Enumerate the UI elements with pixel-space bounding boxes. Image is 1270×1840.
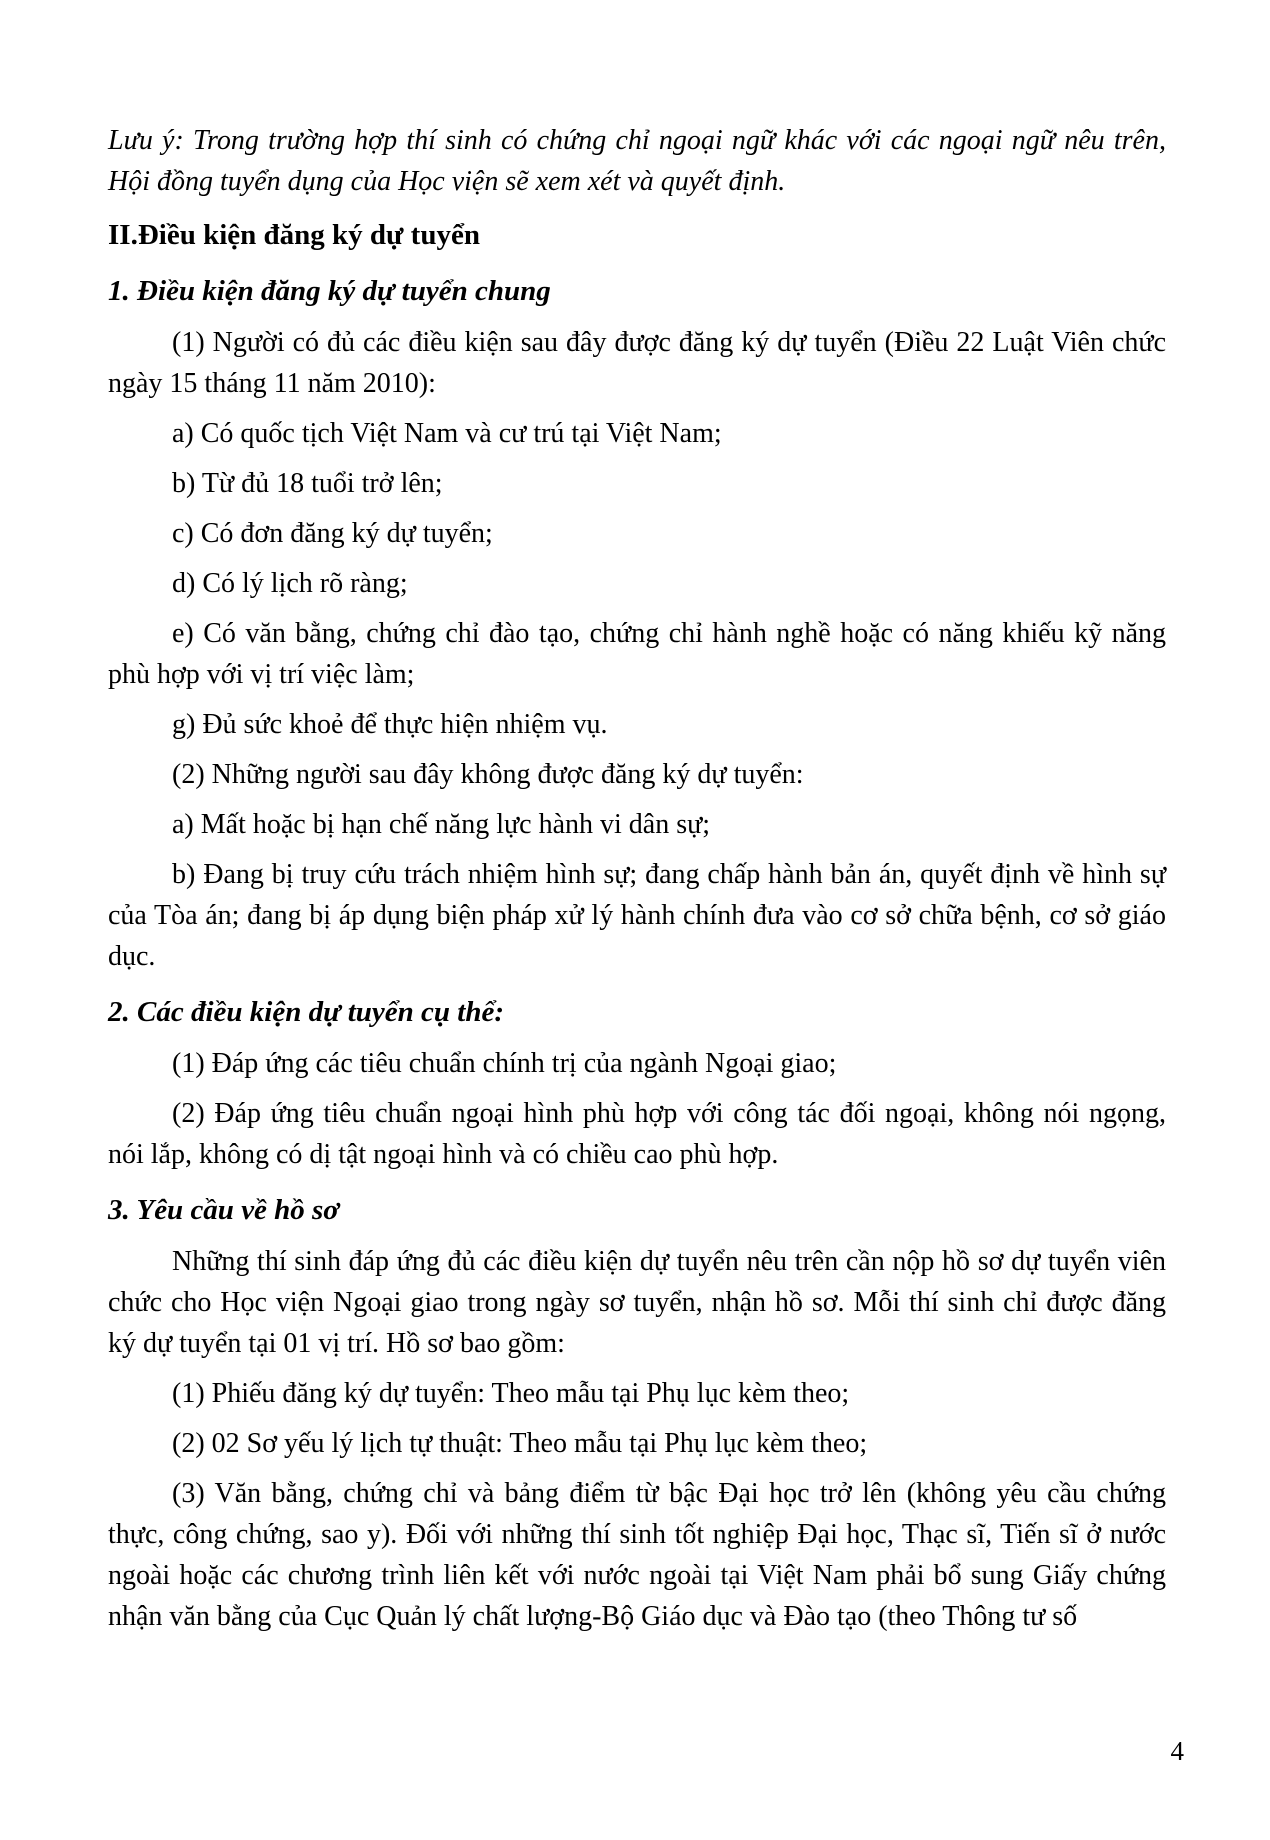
item-a-civil-capacity: a) Mất hoặc bị hạn chế năng lực hành vi dân sự; [172, 809, 711, 840]
para-dossier-intro: Những thí sinh đáp ứng đủ các điều kiện dự tuyển nêu trên cần nộp hồ sơ dự tuyển viên chức cho Học viện Ngoại giao trong ngày sơ tuyển, nhận hồ sơ. Mỗi thí sinh chỉ được đăng ký dự tuyển tại 01 vị trí. Hồ sơ bao gồm: [108, 1246, 1166, 1359]
subheading-1-general-conditions: 1. Điều kiện đăng ký dự tuyển chung [108, 275, 551, 307]
para-political-standards: (1) Đáp ứng các tiêu chuẩn chính trị của ngành Ngoại giao; [172, 1048, 837, 1079]
item-d-clear-background: d) Có lý lịch rõ ràng; [172, 568, 408, 599]
item-a-citizenship: a) Có quốc tịch Việt Nam và cư trú tại Việt Nam; [172, 418, 722, 449]
note-foreign-language-certificate: Lưu ý: Trong trường hợp thí sinh có chứng chỉ ngoại ngữ khác với các ngoại ngữ nêu trên, Hội đồng tuyển dụng của Học viện sẽ xem xét và quyết định. [108, 125, 1166, 197]
para-appearance-standards: (2) Đáp ứng tiêu chuẩn ngoại hình phù hợp với công tác đối ngoại, không nói ngọng, nói lắp, không có dị tật ngoại hình và có chiều cao phù hợp. [108, 1098, 1166, 1170]
section-heading-ii-registration-conditions: II.Điều kiện đăng ký dự tuyển [108, 219, 480, 251]
item-b-age: b) Từ đủ 18 tuổi trở lên; [172, 468, 443, 499]
item-g-health: g) Đủ sức khoẻ để thực hiện nhiệm vụ. [172, 709, 608, 740]
para-ineligible-intro: (2) Những người sau đây không được đăng ký dự tuyển: [172, 759, 804, 790]
document-body [108, 120, 1166, 1646]
dossier-item-2-cv: (2) 02 Sơ yếu lý lịch tự thuật: Theo mẫu tại Phụ lục kèm theo; [172, 1428, 868, 1459]
item-c-application-form: c) Có đơn đăng ký dự tuyển; [172, 518, 493, 549]
dossier-item-1-registration-slip: (1) Phiếu đăng ký dự tuyển: Theo mẫu tại Phụ lục kèm theo; [172, 1378, 850, 1409]
para-eligible-conditions-intro: (1) Người có đủ các điều kiện sau đây được đăng ký dự tuyển (Điều 22 Luật Viên chức ngày 15 tháng 11 năm 2010): [108, 327, 1166, 399]
subheading-3-dossier-requirements: 3. Yêu cầu về hồ sơ [108, 1194, 339, 1226]
dossier-item-3-diplomas: (3) Văn bằng, chứng chỉ và bảng điểm từ bậc Đại học trở lên (không yêu cầu chứng thực, công chứng, sao y). Đối với những thí sinh tốt nghiệp Đại học, Thạc sĩ, Tiến sĩ ở nước ngoài hoặc các chương trình liên kết với nước ngoài tại Việt Nam phải bổ sung Giấy chứng nhận văn bằng của Cục Quản lý chất lượng-Bộ Giáo dục và Đào tạo (theo Thông tư số [108, 1478, 1166, 1632]
subheading-2-specific-conditions: 2. Các điều kiện dự tuyển cụ thể: [108, 996, 504, 1028]
item-b-criminal-liability: b) Đang bị truy cứu trách nhiệm hình sự; đang chấp hành bản án, quyết định về hình sự của Tòa án; đang bị áp dụng biện pháp xử lý hành chính đưa vào cơ sở chữa bệnh, cơ sở giáo dục. [108, 859, 1166, 972]
item-e-credentials: e) Có văn bằng, chứng chỉ đào tạo, chứng chỉ hành nghề hoặc có năng khiếu kỹ năng phù hợp với vị trí việc làm; [108, 618, 1166, 690]
page-number: 4 [1170, 1736, 1184, 1766]
